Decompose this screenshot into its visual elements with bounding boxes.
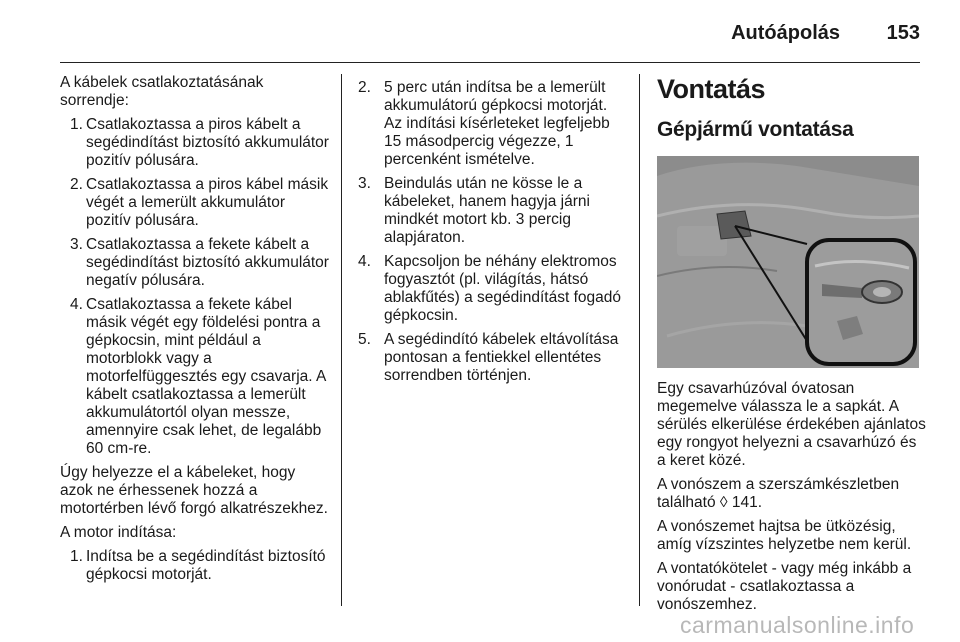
page-number: 153 [886,22,920,44]
step-number: 2. [358,79,371,96]
step-text: 5 perc után indítsa be a lemerült akkumulátorú gépkocsi motorját. Az indítási kísérleteket legfeljebb 15 másodpercig végezze, 1 percenként ismételve. [384,79,610,168]
section-heading: Vontatás [657,74,766,104]
list-item [60,548,330,584]
list-item [358,331,626,385]
step-number: 4. [70,296,83,313]
connection-steps-list [60,116,330,458]
start-steps-list-continued [358,79,626,385]
step-text: A segédindító kábelek eltávolítása pontosan a fentiekkel ellentétes sorrendben történjen. [384,331,619,384]
step-text: Csatlakoztassa a piros kábel másik végét a lemerült akkumulátor pozitív pólusára. [86,176,329,229]
paragraph: A motor indítása: [60,524,177,541]
step-number: 3. [70,236,83,253]
step-text: Csatlakoztassa a fekete kábelt a segédindítást biztosító akkumulátor negatív pólusára. [86,236,329,289]
list-item [358,253,626,325]
towing-eye-illustration [657,156,919,368]
step-text: Indítsa be a segédindítást biztosító gépkocsi motorját. [86,548,326,583]
step-number: 5. [358,331,371,348]
list-item [358,175,626,247]
step-number: 4. [358,253,371,270]
step-number: 1. [70,116,83,133]
step-text: Kapcsoljon be néhány elektromos fogyasztót (pl. világítás, hátsó ablakfűtés) a segédindítást fogadó gépkocsin. [384,253,621,324]
list-item [60,236,330,290]
list-item [60,176,330,230]
column-middle [358,79,626,391]
column-divider [341,74,342,606]
section-title: Autóápolás [731,22,840,44]
step-number: 3. [358,175,371,192]
paragraph: Egy csavarhúzóval óvatosan megemelve válassza le a sapkát. A sérülés elkerülése érdekében ajánlatos egy rongyot helyezni a csavarhúzó és a keret közé. [657,380,926,469]
page-header [60,0,920,63]
step-text: Beindulás után ne kösse le a kábeleket, hanem hagyja járni mindkét motort kb. 3 percig alapjáraton. [384,175,590,246]
step-text: Csatlakoztassa a fekete kábel másik végét egy földelési pontra a gépkocsin, mint például a motorblokk vagy a motorfelfüggesztés egy csavarja. A kábelt csatlakoztassa a lemerült akkumulátortól olyan messze, amennyire csak lehet, de legalább 60 cm-re. [86,296,326,457]
step-text: Csatlakoztassa a piros kábelt a segédindítást biztosító akkumulátor pozitív pólusára. [86,116,329,169]
paragraph: A vonószemet hajtsa be ütközésig, amíg vízszintes helyzetbe nem kerül. [657,518,912,553]
start-steps-list [60,548,330,584]
paragraph: Úgy helyezze el a kábeleket, hogy azok ne érhessenek hozzá a motortérben lévő forgó alkatrészekhez. [60,464,328,517]
watermark: carmanualsonline.info [680,612,915,638]
column-left [60,74,330,590]
subsection-heading: Gépjármű vontatása [657,118,854,141]
list-item [358,79,626,169]
intro-paragraph: A kábelek csatlakoztatásának sorrendje: [60,74,264,109]
list-item [60,116,330,170]
step-number: 1. [70,548,83,565]
list-item [60,296,330,458]
column-right [657,74,927,620]
paragraph: A vonószem a szerszámkészletben található ◊ 141. [657,476,900,511]
paragraph: A vontatókötelet - vagy még inkább a vonórudat - csatlakoztassa a vonószemhez. [657,560,912,613]
column-divider [639,74,640,606]
step-number: 2. [70,176,83,193]
